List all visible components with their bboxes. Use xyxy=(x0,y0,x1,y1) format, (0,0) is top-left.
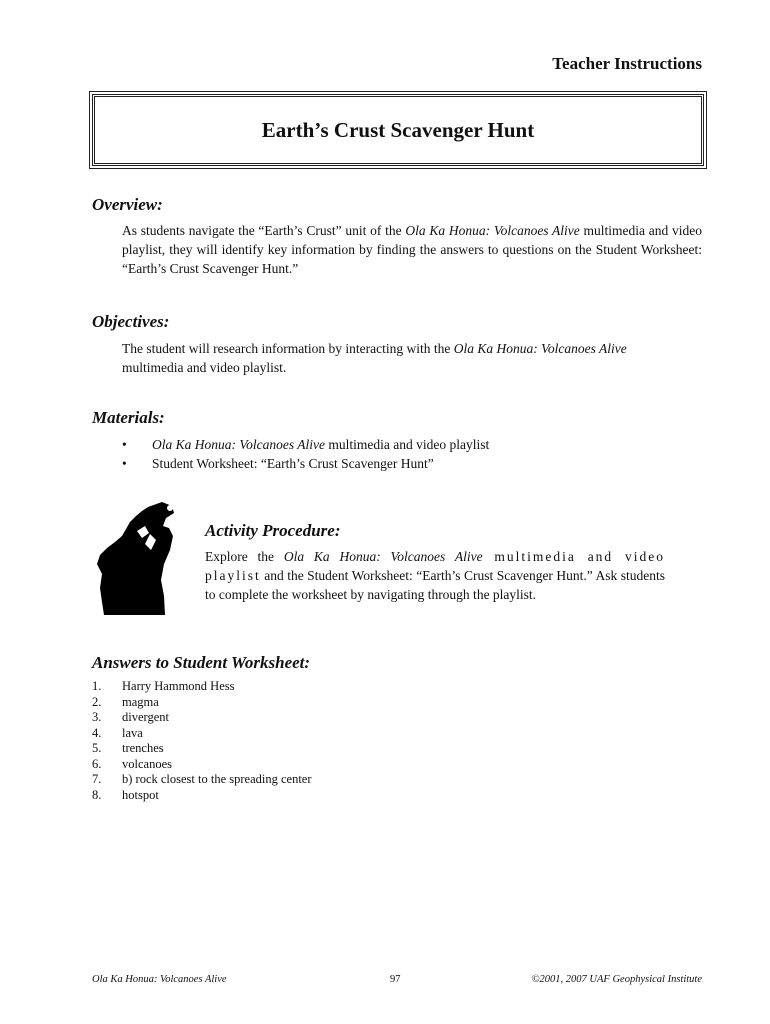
title-box xyxy=(92,94,704,166)
materials-heading: Materials: xyxy=(92,408,165,427)
list-item: • Ola Ka Honua: Volcanoes Alive multimedia and video playlist xyxy=(122,437,490,452)
materials-list xyxy=(122,435,682,473)
overview-text: As students navigate the “Earth’s Crust” unit of the Ola Ka Honua: Volcanoes Alive multimedia and video playlist, they will identify key information by finding the answers to questions on the Student Worksheet: “Earth’s Crust Scavenger Hunt.” xyxy=(122,223,702,276)
page-number: 97 xyxy=(390,974,401,985)
answers-heading: Answers to Student Worksheet: xyxy=(92,653,311,672)
person-with-binoculars-icon xyxy=(90,498,186,618)
list-item: 8. hotspot xyxy=(92,787,159,802)
list-item: 6. volcanoes xyxy=(92,756,172,771)
procedure-text: Explore the Ola Ka Honua: Volcanoes Alive multimedia and video playlist and the Student Worksheet: “Earth’s Crust Scavenger Hunt.” Ask students to complete the worksheet by navigating through the playlist. xyxy=(205,549,665,602)
objectives-heading: Objectives: xyxy=(92,312,170,331)
page-title: Earth’s Crust Scavenger Hunt xyxy=(261,118,535,142)
list-item: 4. lava xyxy=(92,725,143,740)
answers-list xyxy=(92,679,492,803)
list-item: 3. divergent xyxy=(92,710,169,724)
list-item: • Student Worksheet: “Earth’s Crust Scavenger Hunt” xyxy=(122,456,434,471)
list-item: 1. Harry Hammond Hess xyxy=(92,679,235,693)
overview-heading: Overview: xyxy=(92,195,163,214)
objectives-text: The student will research information by interacting with the Ola Ka Honua: Volcanoes Alive multimedia and video playlist. xyxy=(122,341,627,375)
list-item: 2. magma xyxy=(92,694,159,709)
footer-left: Ola Ka Honua: Volcanoes Alive xyxy=(92,974,227,985)
header-label: Teacher Instructions xyxy=(552,54,702,73)
list-item: 5. trenches xyxy=(92,741,164,755)
footer xyxy=(92,974,702,985)
list-item: 7. b) rock closest to the spreading center xyxy=(92,772,312,786)
procedure-heading: Activity Procedure: xyxy=(205,521,341,540)
footer-copyright: ©2001, 2007 UAF Geophysical Institute xyxy=(531,974,702,985)
